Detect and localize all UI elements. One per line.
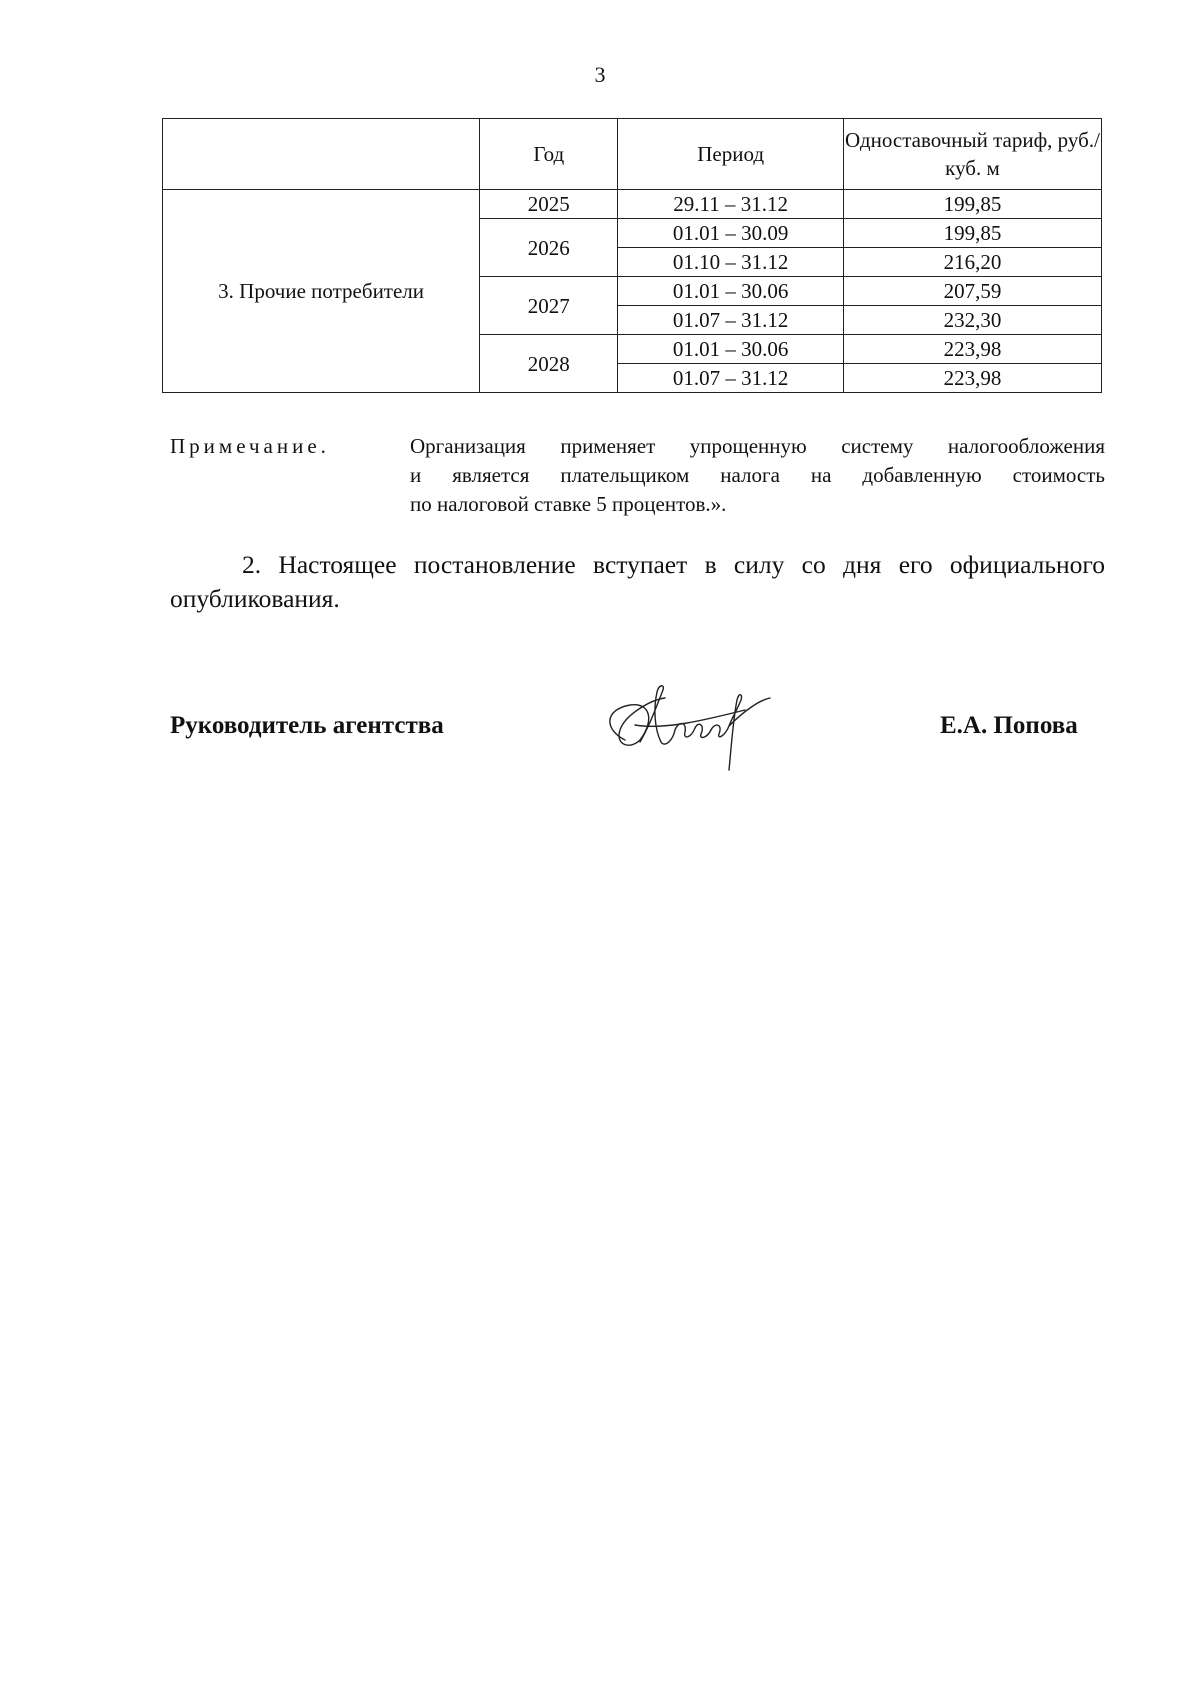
effective-date-paragraph: 2. Настоящее постановление вступает в силу со дня его официального опубликования. bbox=[170, 550, 1105, 613]
signatory-role: Руководитель агентства bbox=[170, 712, 444, 739]
rate-cell: 207,59 bbox=[843, 277, 1101, 306]
note-label: Примечание. bbox=[170, 434, 330, 458]
period-cell: 01.07 – 31.12 bbox=[618, 306, 844, 335]
period-cell: 01.01 – 30.06 bbox=[618, 335, 844, 364]
signatory-name: Е.А. Попова bbox=[940, 712, 1078, 739]
header-consumer bbox=[163, 119, 480, 190]
handwritten-signature bbox=[595, 670, 790, 780]
consumer-cell: 3. Прочие потребители bbox=[163, 190, 480, 393]
page-number: 3 bbox=[594, 62, 606, 87]
year-cell: 2026 bbox=[480, 219, 618, 277]
header-period: Период bbox=[618, 119, 844, 190]
note-line: Организация применяет упрощенную систему налогообложения bbox=[410, 434, 1105, 458]
period-cell: 29.11 – 31.12 bbox=[618, 190, 844, 219]
period-cell: 01.01 – 30.09 bbox=[618, 219, 844, 248]
note-text bbox=[410, 432, 1105, 519]
rate-cell: 223,98 bbox=[843, 364, 1101, 393]
rate-cell: 199,85 bbox=[843, 219, 1101, 248]
period-cell: 01.01 – 30.06 bbox=[618, 277, 844, 306]
year-cell: 2027 bbox=[480, 277, 618, 335]
tariff-table bbox=[162, 118, 1102, 393]
note-line: и является плательщиком налога на добавленную стоимость bbox=[410, 463, 1105, 487]
header-year: Год bbox=[480, 119, 618, 190]
year-cell: 2025 bbox=[480, 190, 618, 219]
rate-cell: 223,98 bbox=[843, 335, 1101, 364]
rate-cell: 216,20 bbox=[843, 248, 1101, 277]
rate-cell: 232,30 bbox=[843, 306, 1101, 335]
note-line: по налоговой ставке 5 процентов.». bbox=[410, 492, 727, 516]
period-cell: 01.10 – 31.12 bbox=[618, 248, 844, 277]
year-cell: 2028 bbox=[480, 335, 618, 393]
table-row bbox=[163, 190, 1102, 219]
period-cell: 01.07 – 31.12 bbox=[618, 364, 844, 393]
header-rate: Одноставочный тариф, руб./куб. м bbox=[843, 119, 1101, 190]
table-header-row bbox=[163, 119, 1102, 190]
rate-cell: 199,85 bbox=[843, 190, 1101, 219]
